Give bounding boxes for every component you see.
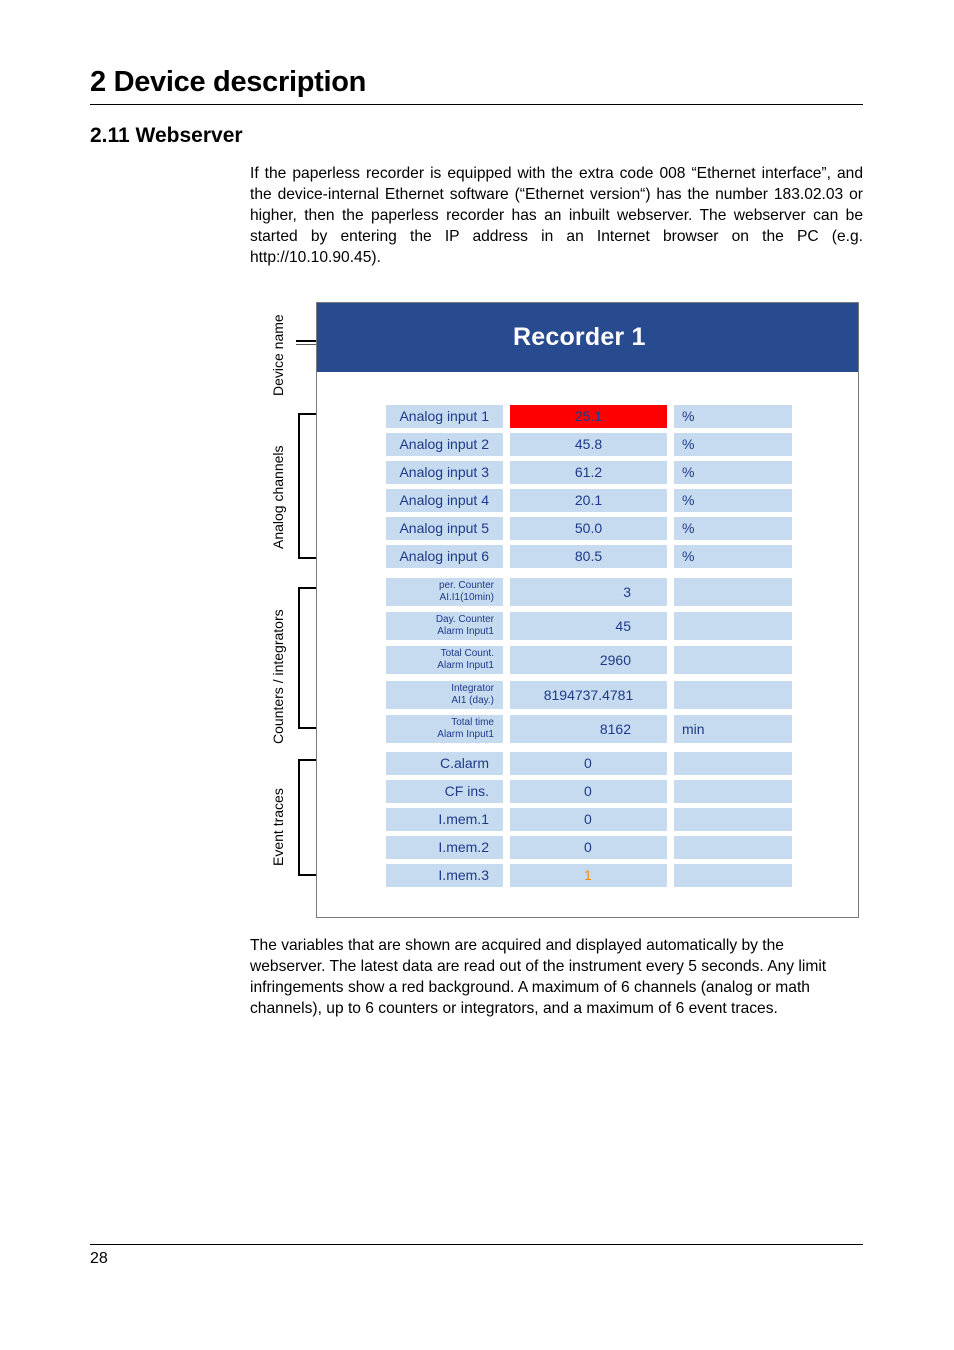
channel-unit: % (674, 489, 792, 512)
event-value: 1 (510, 864, 667, 887)
event-unit (674, 752, 792, 775)
counter-label-line1: Day. Counter (435, 614, 494, 626)
counter-label-line2: Alarm Input1 (437, 728, 494, 740)
event-label: I.mem.2 (386, 836, 503, 859)
intro-paragraph: If the paperless recorder is equipped with the extra code 008 “Ethernet interface”, and the device-internal Ethernet software (“Ethernet version“) has the number 183.02.03 or higher, then the paperless recorder has an inbuilt webserver. The webserver can be started by entering the IP address in an Internet browser on the PC (e.g. http://10.10.90.45). (250, 165, 863, 266)
channel-unit: % (674, 433, 792, 456)
counter-label-line2: AI.I1(10min) (439, 592, 494, 603)
channel-unit: % (674, 545, 792, 568)
device-name-label: Device name (270, 314, 286, 396)
section-title: 2.11 Webserver (90, 124, 243, 147)
analog-channels-label: Analog channels (270, 445, 286, 549)
counter-label-line2: AI1 (day.) (451, 694, 494, 706)
channel-unit: % (674, 405, 792, 428)
footer-divider (90, 1244, 863, 1245)
channel-value: 50.0 (510, 517, 667, 540)
event-unit (674, 780, 792, 803)
counter-label-line2: Alarm Input1 (437, 660, 494, 672)
counter-unit (674, 612, 792, 640)
chapter-divider (90, 104, 863, 105)
channel-value: 45.8 (510, 433, 667, 456)
channel-label: Analog input 4 (386, 489, 503, 512)
counter-label-line1: Total time (451, 716, 494, 728)
counter-label (386, 646, 503, 674)
channel-value-alarm: 25.1 (510, 405, 667, 428)
counter-value: 3 (510, 578, 667, 606)
channel-unit: % (674, 461, 792, 484)
event-value: 0 (510, 836, 667, 859)
counter-value: 8162 (510, 715, 667, 743)
channel-label: Analog input 6 (386, 545, 503, 568)
counter-label-line1: per. Counter (438, 580, 494, 591)
counter-label (386, 715, 503, 743)
device-name: Recorder 1 (513, 323, 646, 351)
counter-label (386, 578, 503, 606)
channel-label: Analog input 5 (386, 517, 503, 540)
channel-label: Analog input 2 (386, 433, 503, 456)
event-unit (674, 808, 792, 831)
event-traces-label: Event traces (270, 788, 286, 866)
event-unit (674, 864, 792, 887)
outro-paragraph: The variables that are shown are acquired and displayed automatically by the webserver. The latest data are read out of the instrument every 5 seconds. Any limit infringements show a red background. A maximum of 6 channels (analog or math channels), up to 6 counters or integrators, and a maximum of 6 event traces. (250, 937, 827, 1017)
counter-label (386, 681, 503, 709)
page-number: 28 (90, 1250, 108, 1267)
counter-value: 45 (510, 612, 667, 640)
channel-value: 80.5 (510, 545, 667, 568)
counter-label-line2: Alarm Input1 (437, 626, 494, 638)
channel-value: 20.1 (510, 489, 667, 512)
event-label: I.mem.3 (386, 864, 503, 887)
chapter-title: 2 Device description (90, 66, 367, 98)
event-value: 0 (510, 752, 667, 775)
channel-value: 61.2 (510, 461, 667, 484)
counter-value: 8194737.4781 (510, 681, 667, 709)
event-label: CF ins. (386, 780, 503, 803)
channel-unit: % (674, 517, 792, 540)
webserver-screenshot (316, 302, 859, 918)
event-value: 0 (510, 780, 667, 803)
counter-label-line1: Total Count. (440, 648, 494, 660)
event-label: C.alarm (386, 752, 503, 775)
channel-label: Analog input 1 (386, 405, 503, 428)
counter-label (386, 612, 503, 640)
counters-integrators-label: Counters / integrators (270, 609, 286, 744)
counter-unit (674, 646, 792, 674)
counter-label-line1: Integrator (451, 682, 494, 694)
channel-label: Analog input 3 (386, 461, 503, 484)
webserver-header (317, 303, 858, 372)
counter-value: 2960 (510, 646, 667, 674)
event-label: I.mem.1 (386, 808, 503, 831)
event-unit (674, 836, 792, 859)
counter-unit: min (674, 715, 792, 743)
counter-unit (674, 578, 792, 606)
counter-unit (674, 681, 792, 709)
event-value: 0 (510, 808, 667, 831)
